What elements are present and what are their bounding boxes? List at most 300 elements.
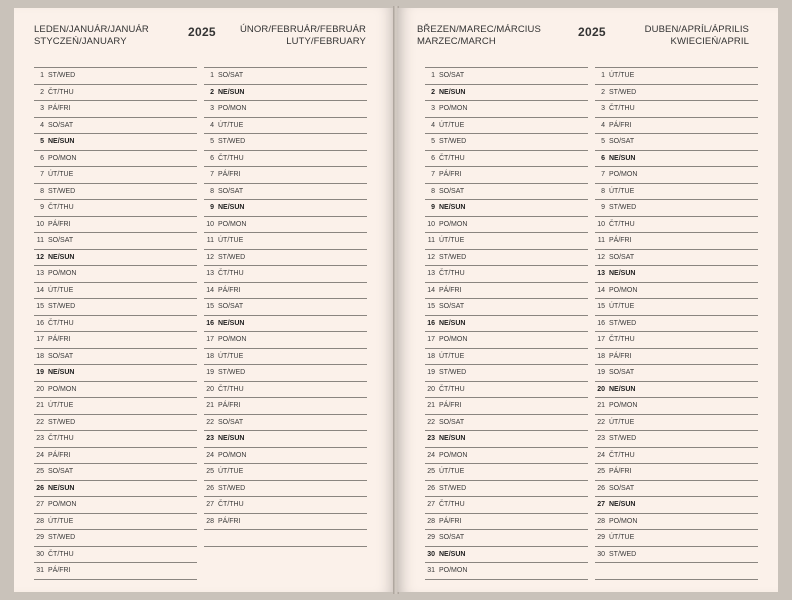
day-row[interactable] [34,497,197,514]
day-row[interactable] [595,530,758,547]
day-row[interactable] [204,415,367,432]
day-row[interactable] [425,266,588,283]
day-row[interactable] [204,316,367,333]
day-number: 1 [601,72,605,80]
weekday-label: SO/SAT [439,418,465,426]
day-row[interactable] [425,514,588,531]
february-day-list [204,67,367,580]
day-number: 26 [36,484,44,492]
weekday-label: ST/WED [439,369,467,377]
day-row[interactable] [34,398,197,415]
day-row[interactable] [34,481,197,498]
day-number: 24 [597,451,605,459]
day-number: 21 [36,402,44,410]
day-row[interactable] [595,101,758,118]
weekday-label: NE/SUN [439,319,466,327]
day-number: 26 [597,484,605,492]
day-row[interactable] [204,365,367,382]
day-number: 13 [36,270,44,278]
day-number: 1 [210,72,214,80]
day-number: 9 [601,204,605,212]
day-number: 30 [427,550,435,558]
day-number: 17 [597,336,605,344]
day-row[interactable] [595,398,758,415]
weekday-label: NE/SUN [48,484,75,492]
weekday-label: ÚT/TUE [48,402,74,410]
day-row[interactable] [595,514,758,531]
day-number: 16 [427,319,435,327]
year-label: 2025 [578,25,606,39]
day-row[interactable] [204,382,367,399]
weekday-label: PÁ/FRI [609,468,632,476]
weekday-label: PO/MON [218,105,247,113]
day-number: 24 [427,451,435,459]
day-number: 5 [601,138,605,146]
year-label: 2025 [188,25,216,39]
january-header-line-1: LEDEN/JANUÁR/JANUÁR [34,24,149,35]
weekday-label: ÚT/TUE [48,171,74,179]
weekday-label: PO/MON [48,270,77,278]
day-row[interactable] [425,184,588,201]
weekday-label: PÁ/FRI [48,105,71,113]
day-row[interactable] [204,299,367,316]
weekday-label: ÚT/TUE [439,237,465,245]
day-number: 20 [206,385,214,393]
day-number: 14 [206,286,214,294]
march-day-list [425,67,588,580]
weekday-label: ST/WED [218,138,246,146]
march-header-line-1: BŘEZEN/MAREC/MÁRCIUS [417,24,541,35]
day-number: 4 [210,121,214,129]
day-number: 4 [40,121,44,129]
weekday-label: ÚT/TUE [218,121,244,129]
weekday-label: ST/WED [48,72,76,80]
weekday-label: ÚT/TUE [218,352,244,360]
day-row[interactable] [204,184,367,201]
day-row[interactable] [425,85,588,102]
day-number: 26 [427,484,435,492]
weekday-label: ST/WED [609,204,637,212]
weekday-label: PÁ/FRI [609,352,632,360]
day-row[interactable] [34,365,197,382]
day-number: 12 [597,253,605,261]
day-row[interactable] [595,365,758,382]
weekday-label: SO/SAT [439,187,465,195]
day-row[interactable] [425,134,588,151]
weekday-label: SO/SAT [48,237,74,245]
day-row[interactable] [595,415,758,432]
day-row[interactable] [34,250,197,267]
weekday-label: NE/SUN [48,138,75,146]
day-number: 28 [36,517,44,525]
day-row[interactable] [34,514,197,531]
day-row[interactable] [204,217,367,234]
weekday-label: PO/MON [439,336,468,344]
day-row[interactable] [204,398,367,415]
day-row[interactable] [34,233,197,250]
weekday-label: PÁ/FRI [439,286,462,294]
weekday-label: NE/SUN [439,88,466,96]
day-number: 9 [210,204,214,212]
day-row[interactable] [595,332,758,349]
february-header-line-1: ÚNOR/FEBRUÁR/FEBRUÁR [239,24,366,35]
day-row[interactable] [425,167,588,184]
day-row[interactable] [204,134,367,151]
day-row[interactable] [425,563,588,580]
day-number: 3 [431,105,435,113]
weekday-label: NE/SUN [609,501,636,509]
day-row[interactable] [425,233,588,250]
weekday-label: ČT/THU [48,435,74,443]
weekday-label: SO/SAT [48,352,74,360]
day-row[interactable] [425,299,588,316]
weekday-label: ST/WED [218,484,246,492]
day-row[interactable] [595,68,758,85]
weekday-label: ÚT/TUE [48,517,74,525]
day-number: 30 [597,550,605,558]
day-number: 12 [36,253,44,261]
day-number: 20 [427,385,435,393]
day-number: 26 [206,484,214,492]
weekday-label: NE/SUN [48,369,75,377]
weekday-label: PÁ/FRI [218,171,241,179]
day-number: 20 [36,385,44,393]
day-row[interactable] [595,200,758,217]
day-row[interactable] [595,184,758,201]
day-number: 3 [40,105,44,113]
day-number: 18 [206,352,214,360]
day-row[interactable] [34,266,197,283]
day-row[interactable] [34,332,197,349]
day-row[interactable] [425,497,588,514]
day-row[interactable] [425,547,588,564]
weekday-label: SO/SAT [218,303,244,311]
weekday-label: ST/WED [439,253,467,261]
weekday-label: PO/MON [439,220,468,228]
day-row[interactable] [204,332,367,349]
weekday-label: ČT/THU [439,270,465,278]
day-number: 4 [431,121,435,129]
day-row[interactable] [204,101,367,118]
day-row[interactable] [425,217,588,234]
weekday-label: SO/SAT [218,72,244,80]
weekday-label: ČT/THU [218,385,244,393]
day-row[interactable] [425,316,588,333]
day-row[interactable] [425,250,588,267]
weekday-label: SO/SAT [439,72,465,80]
day-number: 11 [206,237,214,245]
day-number: 19 [427,369,435,377]
day-row[interactable] [425,365,588,382]
day-number: 13 [427,270,435,278]
weekday-label: PO/MON [609,402,638,410]
day-number: 9 [40,204,44,212]
day-row[interactable] [425,464,588,481]
day-number: 22 [206,418,214,426]
day-row[interactable] [595,217,758,234]
day-row[interactable] [425,118,588,135]
day-number: 11 [427,237,435,245]
weekday-label: ST/WED [609,550,637,558]
day-number: 31 [36,567,44,575]
day-row[interactable] [595,250,758,267]
day-number: 18 [427,352,435,360]
day-row[interactable] [595,431,758,448]
weekday-label: PO/MON [439,105,468,113]
day-row[interactable] [34,448,197,465]
weekday-label: PO/MON [218,220,247,228]
weekday-label: ÚT/TUE [609,534,635,542]
weekday-label: ÚT/TUE [609,418,635,426]
day-number: 29 [36,534,44,542]
weekday-label: ČT/THU [48,204,74,212]
day-row[interactable] [595,283,758,300]
day-row[interactable] [595,547,758,564]
day-row[interactable] [425,283,588,300]
day-row[interactable] [34,563,197,580]
day-row[interactable] [595,464,758,481]
weekday-label: ČT/THU [439,501,465,509]
day-number: 13 [597,270,605,278]
weekday-label: SO/SAT [609,369,635,377]
day-row[interactable] [425,151,588,168]
day-row[interactable] [204,118,367,135]
day-row[interactable] [425,530,588,547]
day-number: 15 [427,303,435,311]
weekday-label: SO/SAT [609,253,635,261]
day-row[interactable] [595,266,758,283]
weekday-label: PÁ/FRI [439,517,462,525]
day-row[interactable] [34,151,197,168]
day-number: 12 [206,253,214,261]
day-row[interactable] [204,464,367,481]
day-row[interactable] [204,283,367,300]
weekday-label: ČT/THU [48,319,74,327]
weekday-label: PÁ/FRI [48,567,71,575]
day-number: 9 [431,204,435,212]
weekday-label: NE/SUN [439,435,466,443]
day-row[interactable] [34,184,197,201]
weekday-label: ČT/THU [609,451,635,459]
day-number: 14 [36,286,44,294]
day-row[interactable] [425,101,588,118]
january-day-list [34,67,197,580]
day-number: 27 [36,501,44,509]
weekday-label: ST/WED [609,88,637,96]
day-row[interactable] [595,497,758,514]
april-header-line-1: DUBEN/APRÍL/ÁPRILIS [644,24,749,35]
empty-row[interactable] [595,563,758,580]
day-number: 4 [601,121,605,129]
day-row[interactable] [595,134,758,151]
weekday-label: ST/WED [218,253,246,261]
weekday-label: ÚT/TUE [609,303,635,311]
day-row[interactable] [34,68,197,85]
day-row[interactable] [595,151,758,168]
day-row[interactable] [204,349,367,366]
day-row[interactable] [34,217,197,234]
day-row[interactable] [34,464,197,481]
day-number: 21 [427,402,435,410]
day-row[interactable] [204,200,367,217]
weekday-label: PÁ/FRI [218,402,241,410]
day-row[interactable] [425,332,588,349]
day-row[interactable] [425,200,588,217]
january-header-line-2: STYCZEŃ/JANUARY [34,36,127,47]
weekday-label: ČT/THU [609,105,635,113]
weekday-label: NE/SUN [218,88,245,96]
day-row[interactable] [204,233,367,250]
weekday-label: ST/WED [439,484,467,492]
day-number: 28 [597,517,605,525]
day-row[interactable] [595,481,758,498]
weekday-label: NE/SUN [609,270,636,278]
left-page [14,8,395,592]
weekday-label: ST/WED [439,138,467,146]
day-number: 22 [36,418,44,426]
weekday-label: ST/WED [48,418,76,426]
day-row[interactable] [34,382,197,399]
day-number: 25 [597,468,605,476]
day-row[interactable] [425,398,588,415]
weekday-label: ST/WED [48,534,76,542]
weekday-label: PO/MON [48,501,77,509]
day-number: 23 [597,435,605,443]
day-row[interactable] [425,415,588,432]
blank-space [204,547,367,564]
day-row[interactable] [34,415,197,432]
day-row[interactable] [204,250,367,267]
day-number: 6 [210,154,214,162]
weekday-label: PO/MON [609,517,638,525]
weekday-label: PÁ/FRI [609,237,632,245]
day-row[interactable] [425,448,588,465]
day-row[interactable] [34,134,197,151]
day-row[interactable] [595,299,758,316]
weekday-label: ČT/THU [48,550,74,558]
day-number: 12 [427,253,435,261]
day-number: 19 [206,369,214,377]
day-number: 13 [206,270,214,278]
day-row[interactable] [34,316,197,333]
day-number: 14 [597,286,605,294]
day-number: 11 [36,237,44,245]
day-number: 27 [427,501,435,509]
weekday-label: PÁ/FRI [609,121,632,129]
day-number: 22 [427,418,435,426]
day-row[interactable] [204,68,367,85]
day-row[interactable] [34,547,197,564]
day-row[interactable] [204,514,367,531]
april-day-list [595,67,758,580]
day-number: 15 [36,303,44,311]
weekday-label: SO/SAT [609,484,635,492]
day-number: 23 [206,435,214,443]
day-row[interactable] [425,431,588,448]
day-number: 2 [601,88,605,96]
april-header-line-2: KWIECIEŃ/APRIL [670,36,749,47]
weekday-label: ÚT/TUE [439,121,465,129]
day-number: 10 [36,220,44,228]
weekday-label: ÚT/TUE [439,468,465,476]
day-number: 7 [431,171,435,179]
weekday-label: NE/SUN [439,204,466,212]
day-number: 10 [206,220,214,228]
weekday-label: PÁ/FRI [218,286,241,294]
day-row[interactable] [34,530,197,547]
day-number: 19 [597,369,605,377]
weekday-label: PO/MON [218,451,247,459]
day-row[interactable] [425,481,588,498]
day-number: 10 [427,220,435,228]
february-header-line-2: LUTY/FEBRUARY [286,36,366,47]
day-number: 24 [206,451,214,459]
day-number: 2 [210,88,214,96]
weekday-label: PO/MON [439,451,468,459]
day-row[interactable] [204,85,367,102]
weekday-label: PÁ/FRI [48,220,71,228]
day-number: 8 [431,187,435,195]
weekday-label: NE/SUN [218,319,245,327]
day-row[interactable] [595,382,758,399]
weekday-label: SO/SAT [218,418,244,426]
weekday-label: PÁ/FRI [48,336,71,344]
day-row[interactable] [204,497,367,514]
day-row[interactable] [204,431,367,448]
day-row[interactable] [425,382,588,399]
weekday-label: PO/MON [609,171,638,179]
day-row[interactable] [34,101,197,118]
day-row[interactable] [595,233,758,250]
day-row[interactable] [204,481,367,498]
right-page [397,8,778,592]
day-row[interactable] [595,167,758,184]
day-row[interactable] [204,151,367,168]
day-row[interactable] [34,85,197,102]
weekday-label: ÚT/TUE [609,72,635,80]
day-row[interactable] [595,316,758,333]
day-row[interactable] [425,68,588,85]
day-row[interactable] [425,349,588,366]
day-row[interactable] [34,118,197,135]
day-number: 25 [427,468,435,476]
day-row[interactable] [595,448,758,465]
day-row[interactable] [595,118,758,135]
empty-row[interactable] [204,530,367,547]
weekday-label: ÚT/TUE [48,286,74,294]
day-number: 8 [601,187,605,195]
day-row[interactable] [34,299,197,316]
day-row[interactable] [34,283,197,300]
day-row[interactable] [34,431,197,448]
weekday-label: NE/SUN [609,154,636,162]
weekday-label: NE/SUN [218,204,245,212]
day-row[interactable] [34,200,197,217]
day-number: 27 [206,501,214,509]
weekday-label: ČT/THU [48,88,74,96]
day-row[interactable] [204,448,367,465]
weekday-label: PÁ/FRI [439,171,462,179]
day-row[interactable] [595,349,758,366]
day-number: 11 [597,237,605,245]
day-number: 7 [601,171,605,179]
day-number: 8 [40,187,44,195]
day-row[interactable] [34,349,197,366]
day-row[interactable] [34,167,197,184]
day-row[interactable] [204,266,367,283]
day-row[interactable] [204,167,367,184]
day-row[interactable] [595,85,758,102]
